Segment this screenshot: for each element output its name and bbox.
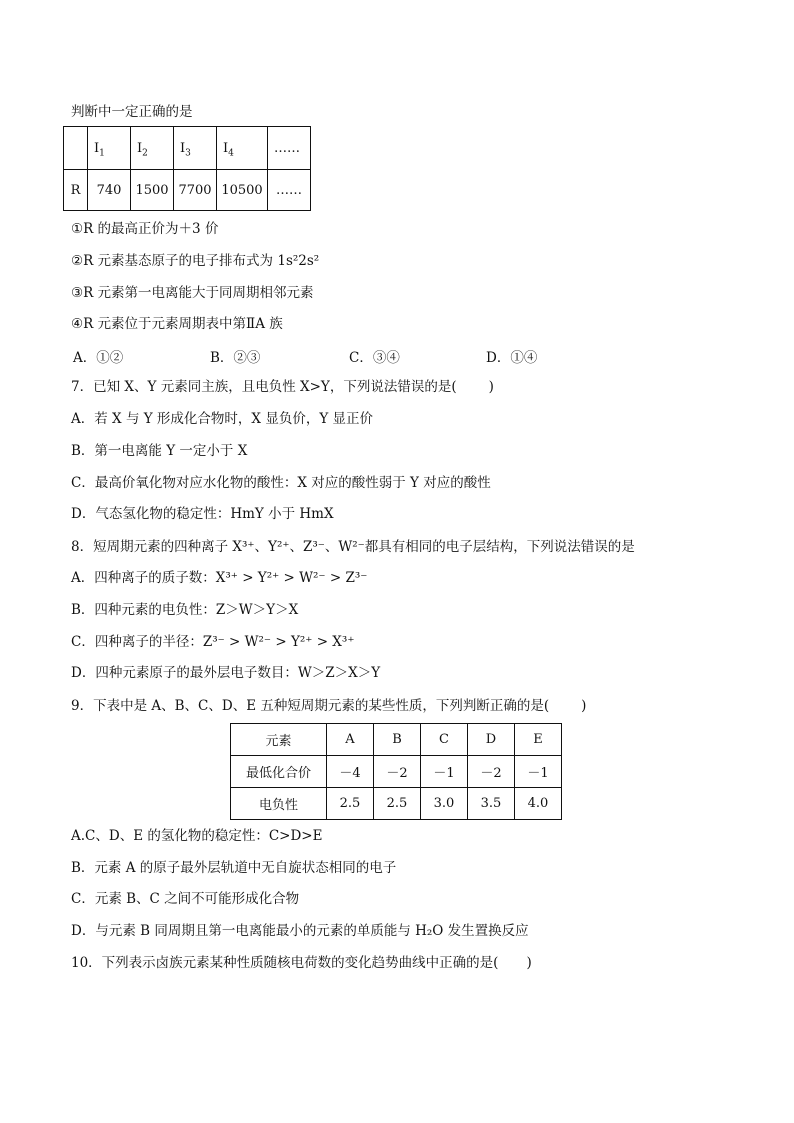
q6-option-b[interactable]: B．②③: [210, 350, 261, 366]
header-i2: $I_2$: [131, 127, 174, 170]
table-corner: [64, 127, 88, 170]
q9-stem-end: ): [581, 698, 587, 714]
row-label: R: [64, 170, 88, 211]
q7-stem-end: ): [488, 379, 494, 395]
q7-stem: [71, 378, 494, 396]
header-a: A: [327, 724, 374, 756]
q6-option-c[interactable]: C．③④: [349, 350, 400, 366]
q8-option-d[interactable]: D．四种元素原子的最外层电子数目：W＞Z＞X＞Y: [71, 665, 381, 681]
q7-option-b[interactable]: B．第一电离能 Y 一定小于 X: [71, 443, 248, 459]
table-cell: 2.5: [327, 788, 374, 820]
table-cell: －2: [468, 756, 515, 788]
table-cell: 4.0: [515, 788, 562, 820]
element-properties-table: [230, 723, 562, 820]
q6-statement-4: ④R 元素位于元素周期表中第ⅡA 族: [71, 316, 283, 332]
row-label: 最低化合价: [231, 756, 327, 788]
table-cell: －1: [421, 756, 468, 788]
q7-option-d[interactable]: D．气态氢化物的稳定性：HmY 小于 HmX: [71, 506, 334, 522]
q7-option-a[interactable]: A．若 X 与 Y 形成化合物时，X 显负价，Y 显正价: [71, 411, 374, 427]
q9-option-b[interactable]: B．元素 A 的原子最外层轨道中无自旋状态相同的电子: [71, 860, 397, 876]
table-cell: ……: [268, 170, 311, 211]
table-cell: 2.5: [374, 788, 421, 820]
q8-option-c[interactable]: C．四种离子的半径：Z³⁻ > W²⁻ > Y²⁺ > X³⁺: [71, 634, 355, 650]
q9-option-d[interactable]: D．与元素 B 同周期且第一电离能最小的元素的单质能与 H₂O 发生置换反应: [71, 923, 529, 939]
row-label: 电负性: [231, 788, 327, 820]
q6-statement-3: ③R 元素第一电离能大于同周期相邻元素: [71, 285, 314, 301]
q10-stem-end: ): [526, 955, 532, 971]
header-c: C: [421, 724, 468, 756]
table-cell: －4: [327, 756, 374, 788]
table-cell: 740: [88, 170, 131, 211]
header-i1: $I_1$: [88, 127, 131, 170]
header-b: B: [374, 724, 421, 756]
q6-option-d[interactable]: D．①④: [486, 350, 538, 366]
q7-stem-text: 7．已知 X、Y 元素同主族，且电负性 X>Y，下列说法错误的是(: [71, 379, 457, 395]
q8-stem: 8．短周期元素的四种离子 X³⁺、Y²⁺、Z³⁻、W²⁻都具有相同的电子层结构，下列说法错误的是: [71, 539, 635, 555]
q9-stem: [71, 697, 586, 715]
ionization-energy-table: [63, 126, 311, 211]
table-cell: 10500: [217, 170, 268, 211]
q9-option-c[interactable]: C．元素 B、C 之间不可能形成化合物: [71, 891, 300, 907]
q6-option-a[interactable]: A．①②: [73, 350, 124, 366]
q6-options: [71, 346, 671, 364]
q9-option-a[interactable]: A.C、D、E 的氢化物的稳定性：C>D>E: [71, 828, 323, 844]
table-cell: 1500: [131, 170, 174, 211]
header-ellipsis: ……: [268, 127, 311, 170]
header-i4: $I_4$: [217, 127, 268, 170]
q9-stem-text: 9．下表中是 A、B、C、D、E 五种短周期元素的某些性质，下列判断正确的是(: [71, 698, 550, 714]
q6-statement-1: ①R 的最高正价为＋3 价: [71, 221, 219, 237]
q10-stem-text: 10．下列表示卤族元素某种性质随核电荷数的变化趋势曲线中正确的是(: [71, 955, 499, 971]
q8-option-a[interactable]: A．四种离子的质子数：X³⁺ > Y²⁺ > W²⁻ > Z³⁻: [71, 570, 368, 586]
q6-statement-2: ②R 元素基态原子的电子排布式为 1s²2s²: [71, 253, 320, 269]
table-cell: 3.5: [468, 788, 515, 820]
q8-option-b[interactable]: B．四种元素的电负性：Z＞W＞Y＞X: [71, 602, 299, 618]
q7-option-c[interactable]: C．最高价氧化物对应水化物的酸性：X 对应的酸性弱于 Y 对应的酸性: [71, 475, 491, 491]
table-cell: －2: [374, 756, 421, 788]
table-cell: 7700: [174, 170, 217, 211]
q6-intro: 判断中一定正确的是: [71, 104, 193, 120]
header-d: D: [468, 724, 515, 756]
header-e: E: [515, 724, 562, 756]
q10-stem: [71, 954, 532, 972]
table-cell: 3.0: [421, 788, 468, 820]
header-element: 元素: [231, 724, 327, 756]
table-cell: －1: [515, 756, 562, 788]
header-i3: $I_3$: [174, 127, 217, 170]
